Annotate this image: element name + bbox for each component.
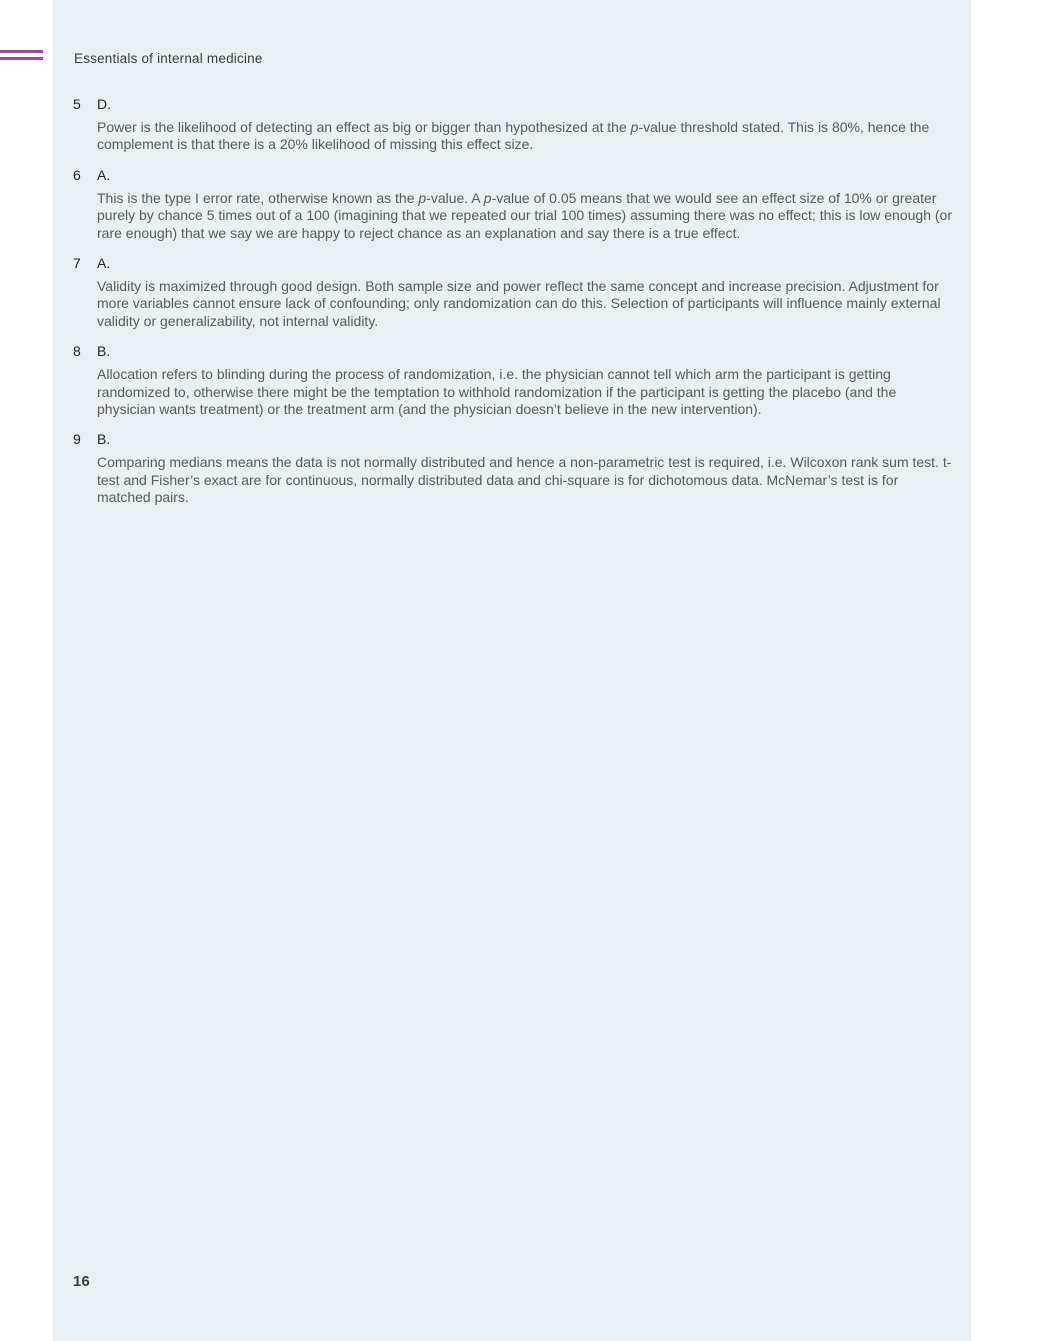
answer-letter: B. bbox=[97, 431, 111, 448]
explanation-text: This is the type I error rate, otherwise known as the p-value. A p-value of 0.05 means that we would see an effect size of 10% or greater purely by chance 5 times out of a 100 (imagining that we repeated our trial 100 times) assuming there was no effect; this is low enough (or rare enough) that we say we are happy to reject chance as an explanation and say there is a true effect. bbox=[97, 189, 952, 241]
answer-letter: A. bbox=[97, 255, 111, 272]
running-title: Essentials of internal medicine bbox=[74, 51, 263, 66]
answer-letter: B. bbox=[97, 343, 111, 360]
page-number: 16 bbox=[73, 1273, 90, 1290]
answer-item-5 bbox=[73, 96, 953, 154]
accent-rule-top bbox=[0, 50, 43, 53]
question-number: 5 bbox=[73, 96, 81, 112]
explanation-text: Power is the likelihood of detecting an effect as big or bigger than hypothesized at the p-value threshold stated. This is 80%, hence the complement is that there is a 20% likelihood of missing this effect size. bbox=[97, 119, 930, 153]
answer-letter: D. bbox=[97, 96, 111, 112]
answer-item-6 bbox=[73, 167, 953, 242]
answer-list bbox=[73, 96, 953, 520]
accent-rule-bottom bbox=[0, 57, 43, 60]
question-number: 9 bbox=[73, 431, 81, 448]
question-number: 6 bbox=[73, 166, 81, 183]
answer-item-8 bbox=[73, 343, 953, 418]
explanation-text: Allocation refers to blinding during the process of randomization, i.e. the physician cannot tell which arm the participant is getting randomized to, otherwise there might be the temptation to withhold randomization if the participant is getting the placebo (and the physician wants treatment) or the treatment arm (and the physician doesn’t believe in the new intervention). bbox=[97, 366, 897, 418]
explanation-text: Comparing medians means the data is not normally distributed and hence a non-parametric test is required, i.e. Wilcoxon rank sum test. t-test and Fisher’s exact are for continuous, normally distributed data and chi-square is for dichotomous data. McNemar’s test is for matched pairs. bbox=[97, 454, 952, 506]
explanation-text: Validity is maximized through good design. Both sample size and power reflect the same concept and increase precision. Adjustment for more variables cannot ensure lack of confounding; only randomization can do this. Selection of participants will influence mainly external validity or generalizability, not internal validity. bbox=[97, 278, 941, 329]
answer-item-7 bbox=[73, 255, 953, 330]
answer-item-9 bbox=[73, 431, 953, 506]
question-number: 7 bbox=[73, 255, 81, 272]
question-number: 8 bbox=[73, 343, 81, 360]
answer-letter: A. bbox=[97, 166, 111, 183]
